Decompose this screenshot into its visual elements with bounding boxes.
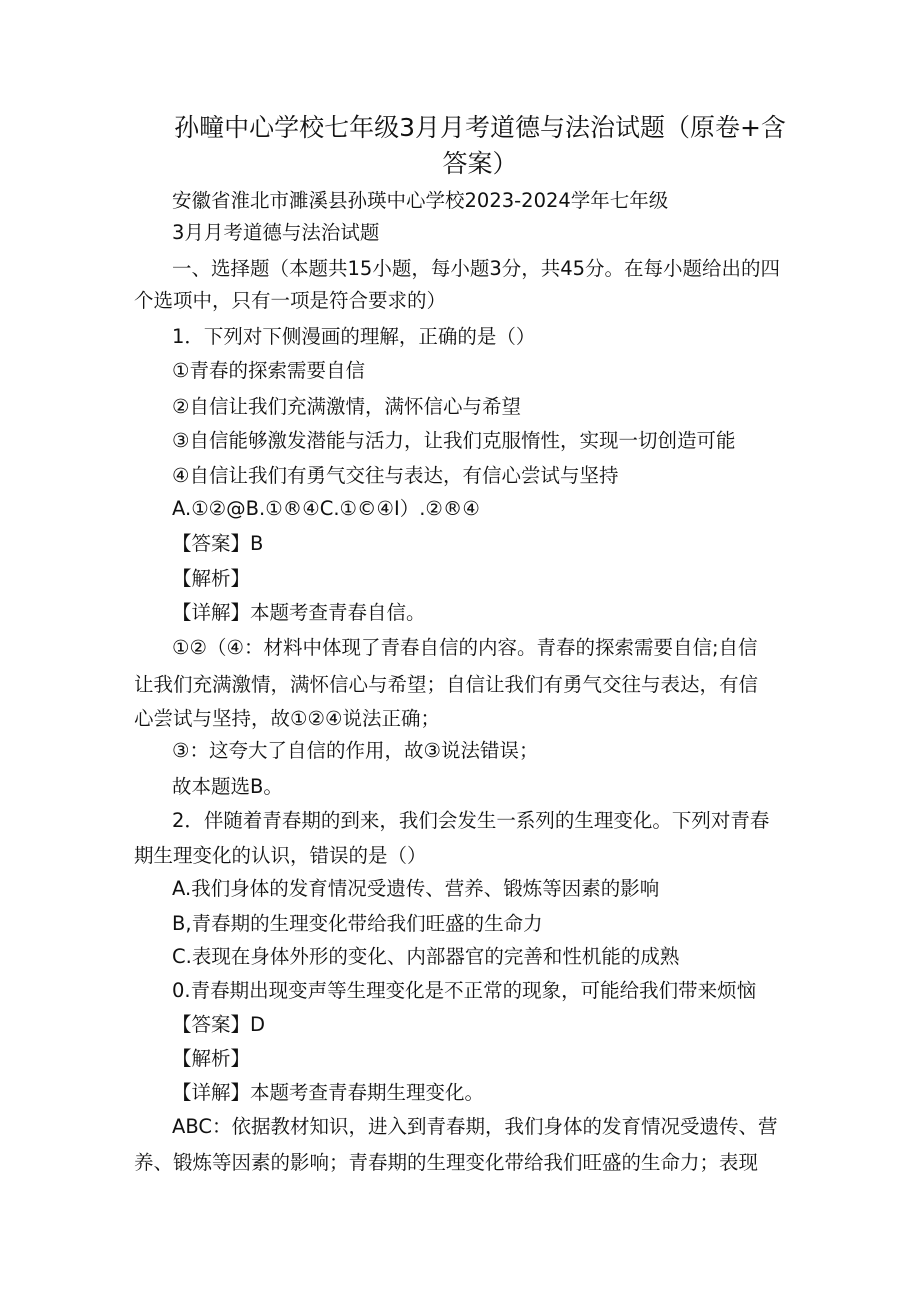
body-line: B,青春期的生理变化带给我们旺盛的生命力 — [172, 912, 543, 935]
body-line: ①青春的探索需要自信 — [172, 359, 365, 382]
title-line-1: 孙疃中心学校七年级3月月考道德与法治试题（原卷+含 — [174, 113, 786, 142]
body-line: 安徽省淮北市濉溪县孙瑛中心学校2023-2024学年七年级 — [172, 189, 669, 212]
body-line: 养、锻炼等因素的影响；青春期的生理变化带给我们旺盛的生命力；表现 — [134, 1151, 759, 1174]
body-line: 3月月考道德与法治试题 — [172, 221, 380, 244]
body-line: ②自信让我们充满激情，满怀信心与希望 — [172, 395, 521, 418]
body-line: ③：这夸大了自信的作用，故③说法错误； — [172, 739, 539, 762]
body-line: ABC：依据教材知识，进入到青春期，我们身体的发育情况受遗传、营 — [172, 1115, 778, 1138]
title-line-2: 答案） — [442, 149, 518, 178]
body-line: 个选项中，只有一项是符合要求的） — [134, 289, 447, 312]
body-line: 【答案】B — [172, 532, 264, 555]
body-line: 1．下列对下侧漫画的理解，正确的是（） — [172, 325, 536, 348]
body-line: 故本题选B。 — [172, 775, 283, 798]
body-line: 期生理变化的认识，错误的是（） — [134, 844, 427, 867]
body-line: 【详解】本题考查青春期生理变化。 — [172, 1081, 485, 1104]
body-line: 【答案】D — [172, 1013, 266, 1036]
body-line: 心尝试与坚持，故①②④说法正确； — [134, 707, 440, 730]
body-line: ①②（④：材料中体现了青春自信的内容。青春的探索需要自信;自信 — [172, 636, 758, 659]
body-line: 让我们充满激情，满怀信心与希望；自信让我们有勇气交往与表达，有信 — [134, 673, 759, 696]
body-line: 0.青春期出现变声等生理变化是不正常的现象，可能给我们带来烦恼 — [172, 979, 757, 1002]
body-line: A.①②@B.①®④C.①©④I）.②®④ — [172, 497, 480, 520]
body-line: 【解析】 — [172, 567, 251, 590]
body-line: 【详解】本题考查青春自信。 — [172, 601, 426, 624]
body-line: 一、选择题（本题共15小题，每小题3分，共45分。在每小题给出的四 — [172, 257, 781, 280]
body-line: 【解析】 — [172, 1047, 251, 1070]
body-line: C.表现在身体外形的变化、内部器官的完善和性机能的成熟 — [172, 945, 680, 968]
body-line: A.我们身体的发育情况受遗传、营养、锻炼等因素的影响 — [172, 877, 660, 900]
document-title — [150, 110, 810, 182]
body-line: 2．伴随着青春期的到来，我们会发生一系列的生理变化。下列对青春 — [172, 809, 770, 832]
body-line: ④自信让我们有勇气交往与表达，有信心尝试与坚持 — [172, 464, 619, 487]
body-line: ③自信能够激发潜能与活力，让我们克服惰性，实现一切创造可能 — [172, 429, 736, 452]
